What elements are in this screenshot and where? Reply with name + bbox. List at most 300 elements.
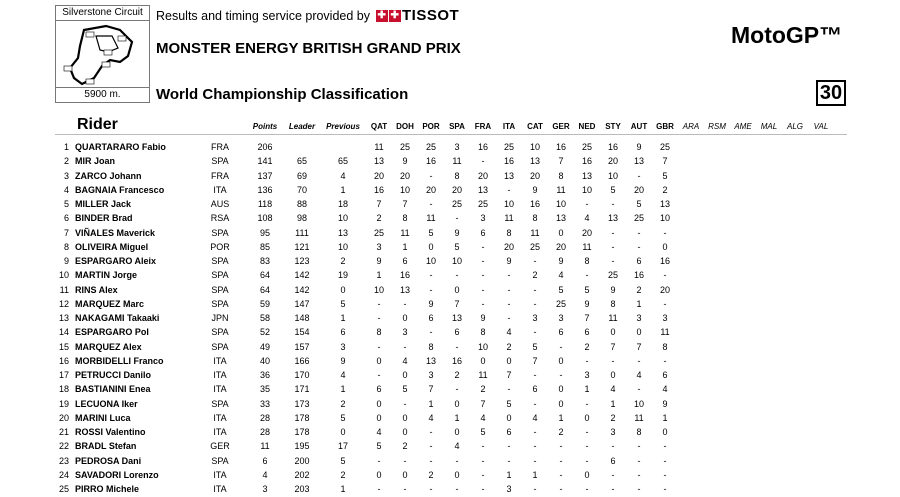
race-result: - bbox=[585, 398, 589, 409]
race-result: - bbox=[533, 398, 537, 409]
race-result: - bbox=[637, 384, 641, 395]
rider-position: 5 bbox=[63, 199, 69, 209]
race-result: 11 bbox=[634, 412, 644, 423]
rider-nation: SPA bbox=[211, 270, 229, 281]
race-result: - bbox=[611, 355, 615, 366]
race-result: - bbox=[637, 469, 641, 480]
header-future-race: ARA bbox=[682, 122, 700, 131]
race-result: 20 bbox=[659, 284, 670, 295]
race-result: - bbox=[533, 441, 537, 452]
race-result: 9 bbox=[480, 313, 486, 323]
race-result: 8 bbox=[480, 327, 486, 338]
race-result: 6 bbox=[558, 327, 564, 338]
table-row bbox=[55, 240, 847, 254]
table-row bbox=[55, 439, 847, 453]
rider-gap-previous: 1 bbox=[340, 184, 346, 195]
race-result: - bbox=[637, 170, 641, 181]
rider-name: VIÑALES Maverick bbox=[75, 227, 156, 238]
rider-gap-leader: 178 bbox=[294, 412, 310, 423]
rider-nation: SPA bbox=[211, 298, 229, 309]
race-result: 4 bbox=[454, 441, 460, 452]
race-result: - bbox=[533, 284, 537, 295]
table-header bbox=[55, 116, 847, 135]
rider-name: OLIVEIRA Miguel bbox=[75, 241, 149, 252]
rider-gap-previous: 1 bbox=[340, 384, 346, 395]
race-result: 3 bbox=[558, 313, 564, 323]
race-result: 4 bbox=[636, 370, 642, 380]
timing-text: Results and timing service provided by bbox=[156, 8, 370, 23]
header-race: FRA bbox=[474, 122, 492, 131]
race-result: 25 bbox=[373, 227, 384, 238]
rider-position: 14 bbox=[58, 327, 69, 338]
race-result: 8 bbox=[558, 170, 564, 181]
rider-position: 19 bbox=[58, 398, 69, 409]
race-result: 2 bbox=[610, 412, 616, 423]
rider-gap-previous: 17 bbox=[337, 441, 348, 452]
rider-gap-leader: 166 bbox=[294, 355, 310, 366]
header-future-race: RSM bbox=[708, 122, 726, 131]
header-race: SPA bbox=[449, 122, 465, 131]
rider-nation: RSA bbox=[210, 213, 230, 224]
race-result: 11 bbox=[530, 227, 540, 238]
race-result: 4 bbox=[610, 384, 616, 395]
rider-gap-leader: 69 bbox=[296, 170, 307, 181]
race-result: - bbox=[403, 341, 407, 352]
table-row bbox=[55, 211, 847, 225]
race-result: 1 bbox=[506, 469, 512, 480]
rider-nation: FRA bbox=[211, 142, 229, 152]
race-result: 1 bbox=[584, 384, 590, 395]
rider-gap-leader: 157 bbox=[294, 341, 310, 352]
header-race: POR bbox=[422, 122, 440, 131]
race-result: - bbox=[585, 455, 589, 466]
race-result: 25 bbox=[425, 142, 436, 152]
rider-gap-previous: 0 bbox=[340, 427, 346, 437]
race-result: 20 bbox=[373, 170, 384, 181]
race-result: - bbox=[507, 298, 511, 309]
race-result: 11 bbox=[608, 313, 618, 323]
race-result: 4 bbox=[506, 327, 512, 338]
rider-points: 95 bbox=[259, 227, 270, 238]
rider-nation: AUS bbox=[210, 199, 230, 209]
rider-name: ROSSI Valentino bbox=[75, 427, 146, 437]
race-result: 1 bbox=[558, 412, 564, 423]
rider-gap-previous: 10 bbox=[337, 213, 348, 224]
rider-nation: SPA bbox=[211, 227, 229, 238]
race-result: - bbox=[559, 441, 563, 452]
rider-gap-leader: 170 bbox=[294, 370, 310, 380]
rider-position: 21 bbox=[58, 427, 69, 437]
race-result: 8 bbox=[376, 327, 382, 338]
rider-gap-previous: 5 bbox=[340, 298, 346, 309]
race-result: 5 bbox=[558, 284, 564, 295]
race-result: 16 bbox=[503, 156, 514, 167]
rider-gap-previous: 0 bbox=[340, 284, 346, 295]
rider-gap-leader: 147 bbox=[294, 298, 310, 309]
race-result: 4 bbox=[480, 412, 486, 423]
rider-position: 25 bbox=[58, 484, 69, 494]
race-result: - bbox=[663, 484, 667, 494]
race-result: 0 bbox=[402, 427, 408, 437]
race-result: 2 bbox=[584, 341, 590, 352]
rider-gap-leader: 65 bbox=[296, 156, 307, 167]
race-result: 13 bbox=[425, 355, 436, 366]
rider-points: 206 bbox=[257, 142, 273, 152]
race-result: 9 bbox=[402, 156, 408, 167]
race-result: 10 bbox=[425, 256, 436, 266]
table-row bbox=[55, 368, 847, 382]
rider-nation: JPN bbox=[211, 313, 229, 323]
rider-gap-leader: 200 bbox=[294, 455, 310, 466]
rider-name: PEDROSA Dani bbox=[75, 455, 142, 466]
race-result: - bbox=[611, 199, 615, 209]
rider-position: 10 bbox=[58, 270, 69, 281]
race-result: - bbox=[455, 341, 459, 352]
race-result: - bbox=[533, 298, 537, 309]
race-result: 10 bbox=[633, 398, 644, 409]
race-result: 8 bbox=[506, 227, 512, 238]
rider-gap-leader: 178 bbox=[294, 427, 310, 437]
race-result: 7 bbox=[428, 384, 434, 395]
race-result: - bbox=[611, 469, 615, 480]
rider-position: 6 bbox=[63, 213, 69, 224]
rider-gap-previous: 6 bbox=[340, 327, 346, 338]
race-result: 20 bbox=[607, 156, 618, 167]
rider-gap-previous: 13 bbox=[337, 227, 348, 238]
header-race: STY bbox=[605, 122, 621, 131]
race-result: - bbox=[481, 441, 485, 452]
header-leader: Leader bbox=[288, 122, 316, 131]
header-race: QAT bbox=[370, 122, 388, 131]
rider-gap-leader: 121 bbox=[294, 241, 310, 252]
race-result: 3 bbox=[584, 370, 590, 380]
rider-name: MORBIDELLI Franco bbox=[75, 355, 164, 366]
race-result: 20 bbox=[451, 184, 462, 195]
race-result: - bbox=[481, 284, 485, 295]
race-result: 11 bbox=[556, 184, 566, 195]
race-result: 13 bbox=[633, 156, 644, 167]
rider-points: 58 bbox=[259, 313, 270, 323]
race-result: 16 bbox=[477, 142, 488, 152]
race-result: 7 bbox=[636, 341, 642, 352]
race-result: 2 bbox=[454, 370, 460, 380]
race-result: 10 bbox=[451, 256, 462, 266]
race-result: - bbox=[559, 370, 563, 380]
rider-gap-previous: 3 bbox=[340, 341, 346, 352]
rider-name: BINDER Brad bbox=[75, 213, 133, 224]
rider-name: MARQUEZ Marc bbox=[75, 298, 145, 309]
race-result: 9 bbox=[662, 398, 668, 409]
race-result: - bbox=[429, 484, 433, 494]
race-result: - bbox=[585, 441, 589, 452]
rider-position: 18 bbox=[58, 384, 69, 395]
rider-gap-previous: 19 bbox=[337, 270, 348, 281]
rider-points: 137 bbox=[257, 170, 273, 181]
table-row bbox=[55, 454, 847, 468]
rider-nation: ITA bbox=[213, 355, 227, 366]
table-row bbox=[55, 411, 847, 425]
header-points: Points bbox=[252, 122, 278, 131]
rider-nation: SPA bbox=[211, 398, 229, 409]
race-result: 5 bbox=[454, 241, 460, 252]
race-result: - bbox=[481, 469, 485, 480]
race-result: 20 bbox=[555, 241, 566, 252]
race-result: 8 bbox=[610, 298, 616, 309]
race-result: 0 bbox=[584, 412, 590, 423]
table-row bbox=[55, 154, 847, 168]
circuit-panel bbox=[55, 5, 150, 103]
race-result: 5 bbox=[584, 284, 590, 295]
rider-position: 11 bbox=[59, 284, 69, 295]
race-result: - bbox=[429, 199, 433, 209]
race-result: 25 bbox=[555, 298, 566, 309]
race-result: - bbox=[507, 270, 511, 281]
race-result: 0 bbox=[480, 355, 486, 366]
race-result: 25 bbox=[633, 213, 644, 224]
rider-gap-previous: 10 bbox=[337, 241, 348, 252]
rider-points: 83 bbox=[259, 256, 270, 266]
rider-position: 3 bbox=[63, 170, 69, 181]
event-title: MONSTER ENERGY BRITISH GRAND PRIX bbox=[156, 40, 461, 57]
standings-table bbox=[55, 140, 847, 496]
race-result: - bbox=[455, 455, 459, 466]
race-result: 25 bbox=[399, 142, 410, 152]
race-result: 13 bbox=[607, 213, 618, 224]
table-row bbox=[55, 340, 847, 354]
race-result: - bbox=[611, 227, 615, 238]
race-result: 1 bbox=[428, 398, 434, 409]
rider-nation: SPA bbox=[211, 455, 229, 466]
race-result: 0 bbox=[662, 241, 668, 252]
race-result: - bbox=[377, 455, 381, 466]
table-row bbox=[55, 254, 847, 268]
race-result: 10 bbox=[581, 184, 592, 195]
race-result: 4 bbox=[402, 355, 408, 366]
rider-name: QUARTARARO Fabio bbox=[75, 142, 166, 152]
race-result: 5 bbox=[428, 227, 434, 238]
race-result: 2 bbox=[662, 184, 668, 195]
race-result: 13 bbox=[555, 213, 566, 224]
rider-points: 136 bbox=[257, 184, 273, 195]
race-result: 7 bbox=[662, 156, 668, 167]
race-result: 3 bbox=[662, 313, 668, 323]
rider-position: 16 bbox=[58, 355, 69, 366]
rider-name: NAKAGAMI Takaaki bbox=[75, 313, 160, 323]
rider-gap-previous: 18 bbox=[337, 199, 348, 209]
table-row bbox=[55, 283, 847, 297]
race-result: - bbox=[637, 227, 641, 238]
race-result: 5 bbox=[636, 199, 642, 209]
race-result: 9 bbox=[610, 284, 616, 295]
tissot-cross-icon: ✚ bbox=[390, 9, 400, 21]
race-result: 1 bbox=[662, 412, 668, 423]
rider-nation: ITA bbox=[213, 384, 227, 395]
race-result: 6 bbox=[454, 327, 460, 338]
race-result: 0 bbox=[402, 370, 408, 380]
race-result: 16 bbox=[659, 256, 670, 266]
race-result: - bbox=[429, 270, 433, 281]
race-result: 1 bbox=[376, 270, 382, 281]
rider-name: PETRUCCI Danilo bbox=[75, 370, 152, 380]
rider-position: 13 bbox=[58, 313, 69, 323]
race-result: - bbox=[585, 355, 589, 366]
race-result: - bbox=[429, 170, 433, 181]
race-result: - bbox=[585, 270, 589, 281]
rider-name: MIR Joan bbox=[75, 156, 116, 167]
rider-gap-leader: 98 bbox=[296, 213, 307, 224]
table-row bbox=[55, 311, 847, 325]
race-result: 9 bbox=[376, 256, 382, 266]
race-result: 20 bbox=[633, 184, 644, 195]
race-result: 7 bbox=[376, 199, 382, 209]
race-result: - bbox=[611, 441, 615, 452]
rider-gap-previous: 9 bbox=[340, 355, 346, 366]
race-result: 3 bbox=[402, 327, 408, 338]
rider-gap-previous: 5 bbox=[340, 412, 346, 423]
race-result: 9 bbox=[454, 227, 460, 238]
rider-gap-previous: 1 bbox=[340, 484, 346, 494]
race-result: 25 bbox=[503, 142, 514, 152]
rider-nation: GER bbox=[210, 441, 230, 452]
rider-nation: ITA bbox=[213, 370, 227, 380]
rider-position: 23 bbox=[58, 455, 69, 466]
rider-gap-leader: 202 bbox=[294, 469, 310, 480]
rider-gap-leader: 173 bbox=[294, 398, 310, 409]
race-result: 3 bbox=[376, 241, 382, 252]
race-result: 4 bbox=[558, 270, 564, 281]
race-result: - bbox=[559, 341, 563, 352]
rider-name: SAVADORI Lorenzo bbox=[75, 469, 159, 480]
race-result: 20 bbox=[503, 241, 514, 252]
race-result: - bbox=[663, 441, 667, 452]
race-result: 16 bbox=[399, 270, 410, 281]
rider-points: 59 bbox=[259, 298, 270, 309]
rider-points: 28 bbox=[259, 412, 270, 423]
rider-name: ESPARGARO Pol bbox=[75, 327, 149, 338]
race-result: 25 bbox=[659, 142, 670, 152]
race-result: - bbox=[403, 455, 407, 466]
table-row bbox=[55, 297, 847, 311]
header-race: ITA bbox=[502, 122, 516, 131]
rider-position: 9 bbox=[63, 256, 69, 266]
race-result: 13 bbox=[451, 313, 462, 323]
race-result: - bbox=[611, 256, 615, 266]
table-row bbox=[55, 140, 847, 154]
race-result: 4 bbox=[584, 213, 590, 224]
classification-title: World Championship Classification bbox=[156, 86, 409, 103]
header-previous: Previous bbox=[326, 122, 360, 131]
rider-nation: SPA bbox=[211, 256, 229, 266]
rider-nation: SPA bbox=[211, 341, 229, 352]
timing-credit bbox=[156, 7, 459, 24]
rider-position: 2 bbox=[63, 156, 69, 167]
race-result: 8 bbox=[532, 213, 538, 224]
race-result: 3 bbox=[610, 427, 616, 437]
race-result: - bbox=[481, 455, 485, 466]
race-result: 0 bbox=[376, 398, 382, 409]
header-rider: Rider bbox=[77, 116, 118, 133]
header-race: AUT bbox=[630, 122, 648, 131]
race-result: 0 bbox=[506, 355, 512, 366]
race-result: - bbox=[455, 270, 459, 281]
race-result: 13 bbox=[503, 170, 514, 181]
race-result: 6 bbox=[584, 327, 590, 338]
race-result: 20 bbox=[581, 227, 592, 238]
table-row bbox=[55, 382, 847, 396]
rider-nation: ITA bbox=[213, 484, 227, 494]
race-result: 5 bbox=[402, 384, 408, 395]
circuit-length: 5900 m. bbox=[56, 87, 149, 102]
rider-points: 3 bbox=[262, 484, 268, 494]
race-result: - bbox=[429, 455, 433, 466]
rider-gap-leader: 123 bbox=[294, 256, 310, 266]
race-result: 1 bbox=[636, 298, 642, 309]
rider-points: 64 bbox=[259, 270, 270, 281]
race-result: 9 bbox=[558, 256, 564, 266]
race-result: 0 bbox=[610, 370, 616, 380]
race-result: - bbox=[455, 484, 459, 494]
race-result: 9 bbox=[428, 298, 434, 309]
race-result: - bbox=[637, 355, 641, 366]
race-result: 3 bbox=[454, 142, 460, 152]
race-result: 16 bbox=[425, 156, 436, 167]
rider-name: RINS Alex bbox=[75, 284, 118, 295]
race-result: 5 bbox=[480, 427, 486, 437]
race-result: 0 bbox=[506, 412, 512, 423]
race-result: 0 bbox=[558, 227, 564, 238]
race-result: 7 bbox=[532, 355, 538, 366]
race-result: 16 bbox=[451, 355, 462, 366]
race-result: 6 bbox=[506, 427, 512, 437]
race-result: 4 bbox=[376, 427, 382, 437]
race-result: 25 bbox=[581, 142, 592, 152]
race-result: - bbox=[559, 455, 563, 466]
race-result: - bbox=[663, 270, 667, 281]
race-result: 20 bbox=[399, 170, 410, 181]
race-result: - bbox=[533, 484, 537, 494]
race-result: 10 bbox=[555, 199, 566, 209]
race-result: 7 bbox=[506, 370, 512, 380]
race-result: - bbox=[481, 156, 485, 167]
rider-points: 108 bbox=[257, 213, 273, 224]
rider-points: 28 bbox=[259, 427, 270, 437]
race-result: - bbox=[429, 441, 433, 452]
race-result: 25 bbox=[529, 241, 540, 252]
race-result: 0 bbox=[402, 412, 408, 423]
race-result: 6 bbox=[480, 227, 486, 238]
rider-name: MARQUEZ Alex bbox=[75, 341, 142, 352]
race-result: 5 bbox=[532, 341, 538, 352]
race-result: 0 bbox=[454, 427, 460, 437]
table-row bbox=[55, 169, 847, 183]
race-result: 25 bbox=[607, 270, 618, 281]
rider-nation: SPA bbox=[211, 284, 229, 295]
race-result: 2 bbox=[636, 284, 642, 295]
rider-points: 35 bbox=[259, 384, 270, 395]
header-race: GER bbox=[552, 122, 570, 131]
header-future-race: MAL bbox=[760, 122, 778, 131]
rider-name: LECUONA Iker bbox=[75, 398, 138, 409]
race-result: 3 bbox=[480, 213, 486, 224]
race-result: - bbox=[429, 427, 433, 437]
race-result: 11 bbox=[478, 370, 488, 380]
race-result: 1 bbox=[454, 412, 460, 423]
race-result: - bbox=[533, 455, 537, 466]
race-result: 9 bbox=[506, 256, 512, 266]
race-result: 10 bbox=[477, 341, 488, 352]
rider-nation: SPA bbox=[211, 156, 229, 167]
rider-nation: ITA bbox=[213, 412, 227, 423]
